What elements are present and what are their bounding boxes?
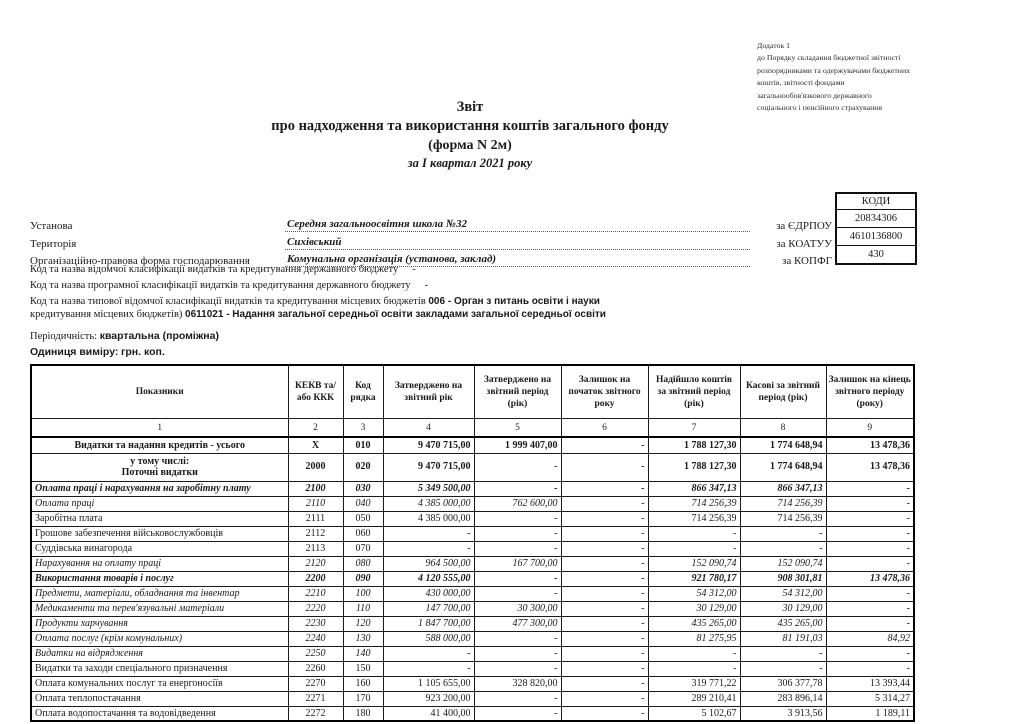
cell-amount-9: 13 393,44 — [826, 676, 914, 691]
column-number-row — [31, 419, 914, 438]
cell-amount-9: - — [826, 526, 914, 541]
table-row — [31, 586, 914, 601]
cell-amount-5: 167 700,00 — [474, 556, 561, 571]
cell-amount-8: 81 191,03 — [740, 631, 826, 646]
cell-amount-4: 588 000,00 — [383, 631, 474, 646]
table-row — [31, 631, 914, 646]
cell-kekv-code: 2100 — [288, 481, 343, 496]
col-number: 2 — [288, 419, 343, 438]
cell-kekv-code: 2210 — [288, 586, 343, 601]
unit-line — [30, 346, 165, 358]
cell-amount-8: 714 256,39 — [740, 511, 826, 526]
cell-amount-6: - — [561, 646, 648, 661]
cell-amount-5: - — [474, 571, 561, 586]
codes-box — [835, 192, 917, 265]
cell-row-code: 090 — [343, 571, 383, 586]
cell-amount-7: 5 102,67 — [648, 706, 740, 721]
table-row — [31, 646, 914, 661]
appendix-line: до Порядку складання бюджетної звітності — [757, 53, 901, 63]
cell-amount-7: - — [648, 661, 740, 676]
form-number: (форма N 2м) — [428, 138, 512, 153]
cell-amount-9: 13 478,36 — [826, 437, 914, 453]
program-code-0611021: 0611021 - Надання загальної середньої освіти закладами загальної середньої освіти — [185, 309, 606, 320]
cell-row-code: 100 — [343, 586, 383, 601]
table-row — [31, 601, 914, 616]
cell-kekv-code: 2110 — [288, 496, 343, 511]
appendix-line: розпорядниками та одержувачами бюджетних — [757, 65, 911, 75]
cell-amount-6: - — [561, 437, 648, 453]
periodicity-value: квартальна (проміжна) — [99, 330, 219, 342]
cell-indicator-name: у тому числі: Поточні видатки — [31, 453, 288, 481]
appendix-line: Додаток 1 — [757, 41, 791, 50]
cell-amount-8: 54 312,00 — [740, 586, 826, 601]
periodicity-label: Періодичність: — [30, 331, 98, 342]
cell-amount-6: - — [561, 556, 648, 571]
col-number: 4 — [383, 419, 474, 438]
classification-line-program — [30, 279, 1010, 292]
report-title: Звіт — [456, 99, 484, 115]
table-row — [31, 616, 914, 631]
cell-amount-7: 714 256,39 — [648, 496, 740, 511]
cell-amount-6: - — [561, 453, 648, 481]
cell-amount-4: 964 500,00 — [383, 556, 474, 571]
koatuu-code-value: 4610136800 — [837, 227, 915, 245]
cell-kekv-code: 2220 — [288, 601, 343, 616]
cell-indicator-name: Грошове забезпечення військовослужбовців — [31, 526, 288, 541]
cell-amount-6: - — [561, 706, 648, 721]
table-row — [31, 676, 914, 691]
cell-amount-5: - — [474, 646, 561, 661]
cell-kekv-code: 2230 — [288, 616, 343, 631]
col-number: 6 — [561, 419, 648, 438]
cell-amount-9: 84,92 — [826, 631, 914, 646]
edrpou-label: за ЄДРПОУ — [776, 220, 832, 232]
cell-row-code: 140 — [343, 646, 383, 661]
cell-indicator-name: Продукти харчування — [31, 616, 288, 631]
cell-amount-5: - — [474, 586, 561, 601]
cell-amount-8: 283 896,14 — [740, 691, 826, 706]
cell-kekv-code: 2112 — [288, 526, 343, 541]
cell-indicator-name: Оплата комунальних послуг та енергоносіїв — [31, 676, 288, 691]
cell-amount-7: - — [648, 526, 740, 541]
cell-kekv-code: 2250 — [288, 646, 343, 661]
cell-amount-4: 41 400,00 — [383, 706, 474, 721]
cell-amount-5: - — [474, 706, 561, 721]
cell-amount-9: - — [826, 481, 914, 496]
table-row — [31, 511, 914, 526]
cell-amount-8: - — [740, 646, 826, 661]
cell-amount-7: 435 265,00 — [648, 616, 740, 631]
cell-amount-9: - — [826, 511, 914, 526]
col-header-approved-year: Затверджено на звітний рік — [383, 365, 474, 419]
appendix-line: загальнообов'язкового державного — [757, 90, 872, 100]
cell-row-code: 150 — [343, 661, 383, 676]
cell-amount-9: - — [826, 601, 914, 616]
col-header-cash: Касові за звітний період (рік) — [740, 365, 826, 419]
cell-amount-4: - — [383, 661, 474, 676]
table-row — [31, 437, 914, 453]
cell-amount-5: - — [474, 511, 561, 526]
table-row — [31, 661, 914, 676]
cell-amount-7: 81 275,95 — [648, 631, 740, 646]
classification-text: Код та назва відомчої класифікації видатків та кредитування державного бюджету — [30, 264, 399, 275]
col-number: 9 — [826, 419, 914, 438]
classification-line-local-2 — [30, 308, 1010, 321]
cell-amount-7: 1 788 127,30 — [648, 453, 740, 481]
table-row — [31, 496, 914, 511]
cell-indicator-name: Оплата праці і нарахування на заробітну плату — [31, 481, 288, 496]
kopfg-label: за КОПФГ — [782, 255, 832, 267]
table-row — [31, 691, 914, 706]
report-title-block — [120, 98, 820, 172]
col-header-balance-start: Залишок на початок звітного року — [561, 365, 648, 419]
cell-amount-7: 30 129,00 — [648, 601, 740, 616]
cell-indicator-name: Нарахування на оплату праці — [31, 556, 288, 571]
cell-row-code: 040 — [343, 496, 383, 511]
cell-amount-7: - — [648, 646, 740, 661]
cell-kekv-code: 2240 — [288, 631, 343, 646]
cell-amount-5: - — [474, 526, 561, 541]
cell-indicator-name: Медикаменти та перев'язувальні матеріали — [31, 601, 288, 616]
cell-amount-5: - — [474, 661, 561, 676]
cell-amount-7: 54 312,00 — [648, 586, 740, 601]
cell-amount-4: 4 385 000,00 — [383, 496, 474, 511]
cell-amount-7: 289 210,41 — [648, 691, 740, 706]
cell-amount-5: 30 300,00 — [474, 601, 561, 616]
cell-amount-6: - — [561, 541, 648, 556]
cell-amount-6: - — [561, 691, 648, 706]
cell-amount-9: - — [826, 496, 914, 511]
cell-amount-9: - — [826, 586, 914, 601]
cell-amount-7: 319 771,22 — [648, 676, 740, 691]
cell-amount-8: - — [740, 541, 826, 556]
cell-amount-5: - — [474, 481, 561, 496]
cell-kekv-code: 2271 — [288, 691, 343, 706]
table-row — [31, 706, 914, 721]
edrpou-code-value: 20834306 — [837, 209, 915, 227]
appendix-line: коштів, звітності фондами — [757, 78, 845, 88]
cell-amount-9: 5 314,27 — [826, 691, 914, 706]
col-number: 8 — [740, 419, 826, 438]
cell-row-code: 170 — [343, 691, 383, 706]
cell-amount-6: - — [561, 571, 648, 586]
cell-amount-9: 13 478,36 — [826, 453, 914, 481]
cell-indicator-name: Оплата праці — [31, 496, 288, 511]
cell-amount-8: 1 774 648,94 — [740, 437, 826, 453]
cell-amount-7: - — [648, 541, 740, 556]
cell-amount-7: 714 256,39 — [648, 511, 740, 526]
cell-amount-4: 5 349 500,00 — [383, 481, 474, 496]
koatuu-label: за КОАТУУ — [776, 238, 832, 250]
table-header-row — [31, 365, 914, 419]
col-number: 7 — [648, 419, 740, 438]
dash-value: - — [412, 264, 416, 275]
col-header-approved-period: Затверджено на звітний період (рік) — [474, 365, 561, 419]
cell-amount-4: - — [383, 526, 474, 541]
classification-text: Код та назва програмної класифікації видатків та кредитування державного бюджету — [30, 280, 411, 291]
cell-kekv-code: 2270 — [288, 676, 343, 691]
cell-indicator-name: Оплата послуг (крім комунальних) — [31, 631, 288, 646]
cell-row-code: 070 — [343, 541, 383, 556]
classification-line-departmental — [30, 263, 1010, 276]
cell-indicator-name: Використання товарів і послуг — [31, 571, 288, 586]
classification-line-local-1 — [30, 295, 1010, 308]
unit-label: Одиниця виміру: — [30, 346, 119, 358]
report-table — [30, 364, 915, 722]
periodicity-line — [30, 330, 219, 342]
cell-indicator-name: Видатки на відрядження — [31, 646, 288, 661]
cell-kekv-code: 2113 — [288, 541, 343, 556]
field-label: Установа — [30, 220, 73, 232]
cell-amount-4: 923 200,00 — [383, 691, 474, 706]
cell-amount-8: 1 774 648,94 — [740, 453, 826, 481]
cell-row-code: 030 — [343, 481, 383, 496]
field-label: Територія — [30, 238, 77, 250]
cell-indicator-name: Оплата водопостачання та водовідведення — [31, 706, 288, 721]
cell-amount-8: - — [740, 526, 826, 541]
cell-amount-5: 1 999 407,00 — [474, 437, 561, 453]
cell-amount-5: 328 820,00 — [474, 676, 561, 691]
col-number: 1 — [31, 419, 288, 438]
cell-row-code: 010 — [343, 437, 383, 453]
cell-kekv-code: 2260 — [288, 661, 343, 676]
cell-amount-4: 9 470 715,00 — [383, 453, 474, 481]
cell-kekv-code: 2111 — [288, 511, 343, 526]
cell-amount-4: 1 847 700,00 — [383, 616, 474, 631]
table-row — [31, 541, 914, 556]
field-label: Організаційно-правова форма господарювання — [30, 255, 250, 267]
field-territory — [30, 234, 832, 250]
cell-amount-6: - — [561, 661, 648, 676]
cell-amount-5: 762 600,00 — [474, 496, 561, 511]
cell-amount-7: 152 090,74 — [648, 556, 740, 571]
cell-amount-6: - — [561, 586, 648, 601]
classification-text: Код та назва типової відомчої класифікації видатків та кредитування місцевих бюджетів — [30, 296, 426, 307]
cell-amount-9: - — [826, 646, 914, 661]
cell-row-code: 060 — [343, 526, 383, 541]
cell-row-code: 160 — [343, 676, 383, 691]
appendix-line: соціального і пенсійного страхування — [757, 103, 883, 113]
table-row — [31, 453, 914, 481]
report-table-body — [31, 437, 914, 721]
institution-value: Середня загальноосвітня школа №32 — [285, 218, 750, 232]
cell-amount-6: - — [561, 526, 648, 541]
cell-amount-7: 921 780,17 — [648, 571, 740, 586]
cell-amount-6: - — [561, 511, 648, 526]
cell-amount-5: - — [474, 631, 561, 646]
cell-amount-8: 908 301,81 — [740, 571, 826, 586]
cell-indicator-name: Заробітна плата — [31, 511, 288, 526]
kopfg-code-value: 430 — [837, 245, 915, 263]
cell-amount-4: 430 000,00 — [383, 586, 474, 601]
cell-indicator-name: Суддівська винагорода — [31, 541, 288, 556]
cell-amount-9: 1 189,11 — [826, 706, 914, 721]
cell-amount-9: - — [826, 661, 914, 676]
report-subtitle: про надходження та використання коштів загального фонду — [271, 118, 669, 134]
col-header-received: Надійшло коштів за звітний період (рік) — [648, 365, 740, 419]
cell-amount-6: - — [561, 496, 648, 511]
cell-amount-7: 866 347,13 — [648, 481, 740, 496]
codes-box-header: КОДИ — [861, 196, 891, 207]
table-row — [31, 556, 914, 571]
cell-row-code: 050 — [343, 511, 383, 526]
cell-kekv-code: 2272 — [288, 706, 343, 721]
unit-value: грн. коп. — [121, 346, 165, 358]
cell-amount-8: - — [740, 661, 826, 676]
cell-amount-8: 306 377,78 — [740, 676, 826, 691]
cell-row-code: 120 — [343, 616, 383, 631]
cell-amount-4: 147 700,00 — [383, 601, 474, 616]
cell-kekv-code: 2200 — [288, 571, 343, 586]
cell-amount-6: - — [561, 676, 648, 691]
cell-amount-4: 4 385 000,00 — [383, 511, 474, 526]
cell-amount-4: 9 470 715,00 — [383, 437, 474, 453]
cell-amount-8: 866 347,13 — [740, 481, 826, 496]
cell-amount-9: - — [826, 616, 914, 631]
cell-amount-4: - — [383, 541, 474, 556]
cell-kekv-code: 2000 — [288, 453, 343, 481]
cell-indicator-name: Предмети, матеріали, обладнання та інвентар — [31, 586, 288, 601]
legal-form-value: Комунальна організація (установа, заклад) — [285, 253, 750, 267]
territory-value: Сихівський — [285, 236, 750, 250]
cell-amount-7: 1 788 127,30 — [648, 437, 740, 453]
cell-amount-8: 152 090,74 — [740, 556, 826, 571]
field-institution — [30, 216, 832, 232]
cell-amount-9: - — [826, 556, 914, 571]
cell-amount-4: 4 120 555,00 — [383, 571, 474, 586]
col-number: 5 — [474, 419, 561, 438]
cell-amount-9: - — [826, 541, 914, 556]
cell-amount-4: 1 105 655,00 — [383, 676, 474, 691]
col-header-kekv: КЕКВ та/або ККК — [288, 365, 343, 419]
cell-amount-5: - — [474, 453, 561, 481]
cell-indicator-name: Оплата теплопостачання — [31, 691, 288, 706]
report-period: за I квартал 2021 року — [407, 156, 533, 170]
col-header-indicators: Показники — [31, 365, 288, 419]
classification-text: кредитування місцевих бюджетів) — [30, 309, 183, 320]
cell-kekv-code: X — [288, 437, 343, 453]
col-header-row-code: Код рядка — [343, 365, 383, 419]
table-row — [31, 526, 914, 541]
cell-amount-6: - — [561, 631, 648, 646]
cell-amount-6: - — [561, 481, 648, 496]
table-row — [31, 571, 914, 586]
cell-amount-8: 30 129,00 — [740, 601, 826, 616]
program-code-006: 006 - Орган з питань освіти і науки — [428, 296, 600, 307]
cell-amount-8: 714 256,39 — [740, 496, 826, 511]
dash-value: - — [424, 280, 429, 291]
cell-kekv-code: 2120 — [288, 556, 343, 571]
cell-amount-5: - — [474, 691, 561, 706]
cell-amount-6: - — [561, 601, 648, 616]
cell-amount-8: 3 913,56 — [740, 706, 826, 721]
cell-row-code: 080 — [343, 556, 383, 571]
col-number: 3 — [343, 419, 383, 438]
cell-amount-4: - — [383, 646, 474, 661]
table-row — [31, 481, 914, 496]
cell-amount-9: 13 478,36 — [826, 571, 914, 586]
col-header-balance-end: Залишок на кінець звітного періоду (року) — [826, 365, 914, 419]
cell-row-code: 020 — [343, 453, 383, 481]
cell-row-code: 130 — [343, 631, 383, 646]
cell-amount-6: - — [561, 616, 648, 631]
cell-indicator-name: Видатки та заходи спеціального призначення — [31, 661, 288, 676]
cell-row-code: 180 — [343, 706, 383, 721]
cell-amount-8: 435 265,00 — [740, 616, 826, 631]
cell-amount-5: - — [474, 541, 561, 556]
cell-amount-5: 477 300,00 — [474, 616, 561, 631]
cell-row-code: 110 — [343, 601, 383, 616]
cell-indicator-name: Видатки та надання кредитів - усього — [31, 437, 288, 453]
